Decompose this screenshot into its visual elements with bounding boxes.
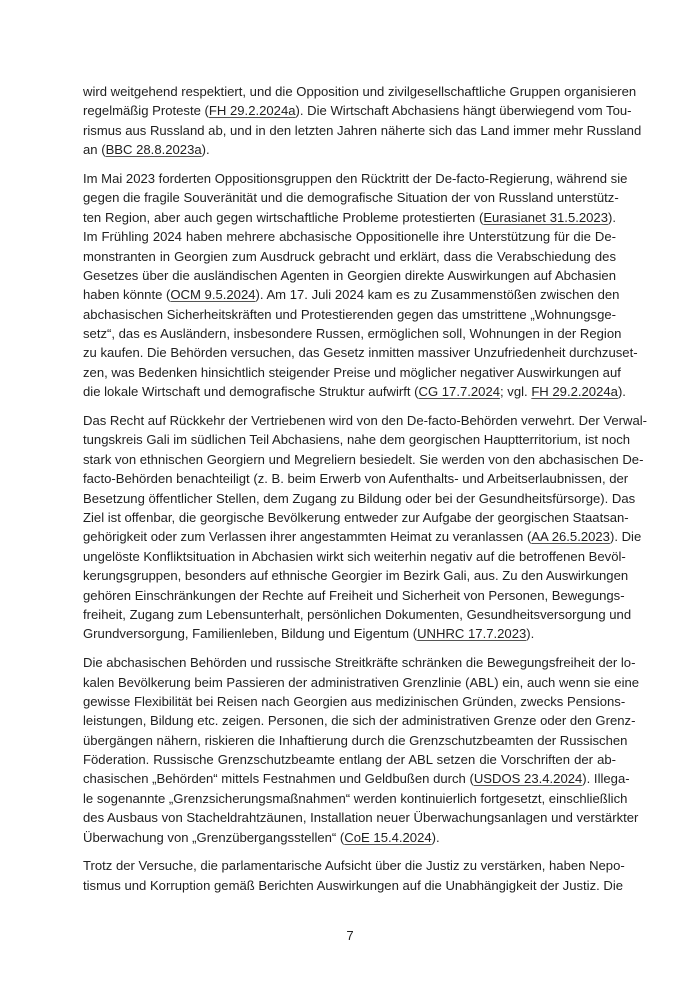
citation-link[interactable]: CG 17.7.2024 (418, 384, 501, 400)
text-segment: Im Mai 2023 forderten Oppositionsgruppen den Rücktritt der De-facto-Regierung, während sie (83, 170, 628, 186)
text-line (83, 285, 620, 304)
text-segment: ). (617, 384, 626, 400)
text-segment: gehörigkeit oder zum Verlassen ihrer angestammten Heimat zu veranlassen ( (83, 529, 532, 545)
text-line (83, 450, 644, 469)
text-segment: stark von ethnischen Georgiern und Megreliern besiedelt. Sie werden von den abchasischen De- (83, 451, 644, 467)
citation-link[interactable]: BBC 28.8.2023a (105, 142, 202, 158)
text-segment: ). (608, 209, 616, 225)
text-segment: abchasischen Sicherheitskräften und Protestierenden gegen das umstrittene „Wohnungsge- (83, 306, 616, 322)
text-segment: le sogenannte „Grenzsicherungsmaßnahmen“ werden kontinuierlich fortgesetzt, einschließlich (83, 790, 628, 806)
text-segment: ). (431, 829, 440, 845)
text-segment: ungelöste Konfliktsituation in Abchasien wirkt sich weiterhin negativ auf die betroffenen Bevöl- (83, 548, 626, 564)
text-segment: ; vgl. (500, 384, 532, 400)
text-line (83, 324, 622, 343)
text-segment: kerungsgruppen, besonders auf ethnische Georgier im Bezirk Gali, aus. Zu den Auswirkungen (83, 568, 629, 584)
text-segment: zu kaufen. Die Behörden versuchen, das Gesetz inmitten massiver Unzufriedenheit durchzuset- (83, 345, 638, 361)
text-line (83, 750, 616, 769)
text-segment: an ( (83, 142, 106, 158)
text-line (83, 731, 628, 750)
text-line (83, 605, 632, 624)
text-line (83, 876, 624, 895)
paragraph (83, 653, 640, 847)
text-segment: chasischen „Behörden“ mittels Festnahmen und Geldbußen durch ( (83, 771, 474, 787)
text-line (83, 82, 637, 101)
text-line (83, 489, 636, 508)
text-segment: tungskreis Gali im südlichen Teil Abchasiens, nahe dem georgischen Hauptterritorium, ist noch (83, 432, 631, 448)
text-line (83, 363, 621, 382)
citation-link[interactable]: OCM 9.5.2024 (170, 287, 256, 303)
text-segment: tismus und Korruption gemäß Berichten Auswirkungen auf die Unabhängigkeit der Justiz. Die (83, 877, 624, 893)
text-segment: ). Am 17. Juli 2024 kam es zu Zusammenstößen zwischen den (255, 287, 620, 303)
citation-link[interactable]: AA 26.5.2023 (531, 529, 610, 545)
text-segment: zen, was Bedenken hinsichtlich steigender Preise und möglicher negativer Auswirkungen auf (83, 364, 621, 380)
text-line (83, 508, 629, 527)
text-line (83, 828, 616, 847)
text-line (83, 101, 632, 120)
text-segment: rismus aus Russland ab, und in den letzten Jahren näherte sich das Land immer mehr Russland (83, 122, 642, 138)
text-line (83, 247, 616, 266)
text-line (83, 527, 642, 546)
text-segment: ). (526, 626, 535, 642)
text-segment: gegen die fragile Souveränität und die demografische Situation der von Russland unterstütz- (83, 190, 619, 206)
citation-link[interactable]: FH 29.2.2024a (531, 384, 618, 400)
paragraph (83, 856, 625, 895)
page-number: 7 (346, 928, 354, 943)
text-segment: Ziel ist offenbar, die georgische Bevölkerung entweder zur Aufgabe der georgischen Staatsan- (83, 509, 629, 525)
text-line (83, 140, 616, 159)
text-segment: übergängen nähern, riskieren die Inhaftierung durch die Grenzschutzbeamten der Russischen (83, 732, 628, 748)
text-line (83, 169, 628, 188)
text-segment: monstranten in Georgien zum Ausdruck gebracht und erklärt, dass die Verabschiedung des (83, 248, 616, 264)
text-segment: ). (201, 142, 210, 158)
text-line (83, 711, 636, 730)
paragraph (83, 411, 648, 644)
text-line (83, 430, 631, 449)
citation-link[interactable]: CoE 15.4.2024 (344, 829, 432, 845)
text-segment: facto-Behörden benachteiligt (z. B. beim Erwerb von Aufenthalts- und Arbeitserlaubnissen, der (83, 471, 629, 487)
paragraph (83, 169, 638, 402)
text-line (83, 469, 629, 488)
text-segment: Trotz der Versuche, die parlamentarische Aufsicht über die Justiz zu verstärken, haben Nepo- (83, 858, 625, 874)
text-line (83, 411, 648, 430)
text-line (83, 673, 640, 692)
text-segment: gehören Einschränkungen der Rechte auf Freiheit und Sicherheit von Personen, Bewegungs- (83, 587, 625, 603)
citation-link[interactable]: FH 29.2.2024a (208, 103, 296, 119)
text-segment: leistungen, Bildung etc. zeigen. Personen, die sich der administrativen Grenze oder den Grenz- (83, 713, 636, 729)
text-segment: Überwachung von „Grenzübergangsstellen“ ( (83, 829, 345, 845)
text-segment: ). Die Wirtschaft Abchasiens hängt überwiegend vom Tou- (295, 103, 632, 119)
text-segment: ten Region, aber auch gegen wirtschaftliche Probleme protestierten ( (83, 209, 484, 225)
text-line (83, 188, 619, 207)
text-line (83, 208, 616, 227)
text-line (83, 808, 639, 827)
text-line (83, 566, 629, 585)
text-line (83, 624, 616, 643)
text-line (83, 343, 638, 362)
text-line (83, 266, 616, 285)
text-line (83, 769, 630, 788)
paragraph (83, 82, 642, 160)
text-line (83, 692, 626, 711)
text-segment: setz“, das es Ausländern, insbesondere Russen, ermöglichen soll, Wohnungen in der Region (83, 326, 622, 342)
text-segment: freiheit, Zugang zum Lebensunterhalt, persönlichen Dokumenten, Gesundheitsversorgung und (83, 606, 632, 622)
text-line (83, 227, 616, 246)
text-line (83, 305, 616, 324)
text-segment: ). Die (609, 529, 642, 545)
text-segment: kalen Bevölkerung beim Passieren der administrativen Grenzlinie (ABL) ein, auch wenn sie eine (83, 674, 640, 690)
text-segment: wird weitgehend respektiert, und die Opposition und zivilgesellschaftliche Gruppen organisieren (83, 84, 637, 99)
text-segment: regelmäßig Proteste ( (83, 103, 209, 119)
text-line (83, 586, 625, 605)
text-segment: haben könnte ( (83, 287, 171, 303)
text-segment: Föderation. Russische Grenzschutzbeamte entlang der ABL setzen die Vorschriften der ab- (83, 752, 616, 768)
text-segment: Gesetzes über die ausländischen Agenten in Georgien direkte Auswirkungen auf Abchasien (83, 267, 616, 283)
text-line (83, 653, 636, 672)
text-segment: des Ausbaus von Stacheldrahtzäunen, Installation neuer Überwachungsanlagen und verstärkter (83, 810, 639, 826)
text-segment: Besetzung öffentlicher Stellen, dem Zugang zu Bildung oder bei der Gesundheitsfürsorge). Das (83, 490, 636, 506)
text-segment: gewisse Flexibilität bei Reisen nach Georgien aus medizinischen Gründen, zwecks Pensions- (83, 693, 626, 709)
text-line (83, 789, 628, 808)
text-segment: Das Recht auf Rückkehr der Vertriebenen wird von den De-facto-Behörden verwehrt. Der Verwal- (83, 413, 648, 429)
text-line (83, 121, 642, 140)
citation-link[interactable]: USDOS 23.4.2024 (473, 771, 583, 787)
text-line (83, 547, 626, 566)
text-segment: Grundversorgung, Familienleben, Bildung und Eigentum ( (83, 626, 418, 642)
text-segment: Im Frühling 2024 haben mehrere abchasische Oppositionelle ihre Unterstützung für die De- (83, 229, 616, 245)
document-body (83, 82, 648, 905)
text-line (83, 382, 626, 401)
text-segment: Die abchasischen Behörden und russische Streitkräfte schränken die Bewegungsfreiheit der lo- (83, 655, 636, 671)
text-segment: die lokale Wirtschaft und demografische Struktur aufwirft ( (83, 384, 419, 400)
text-line (83, 856, 625, 875)
citation-link[interactable]: UNHRC 17.7.2023 (417, 626, 527, 642)
text-segment: ). Illega- (582, 771, 630, 787)
citation-link[interactable]: Eurasianet 31.5.2023 (483, 209, 608, 225)
